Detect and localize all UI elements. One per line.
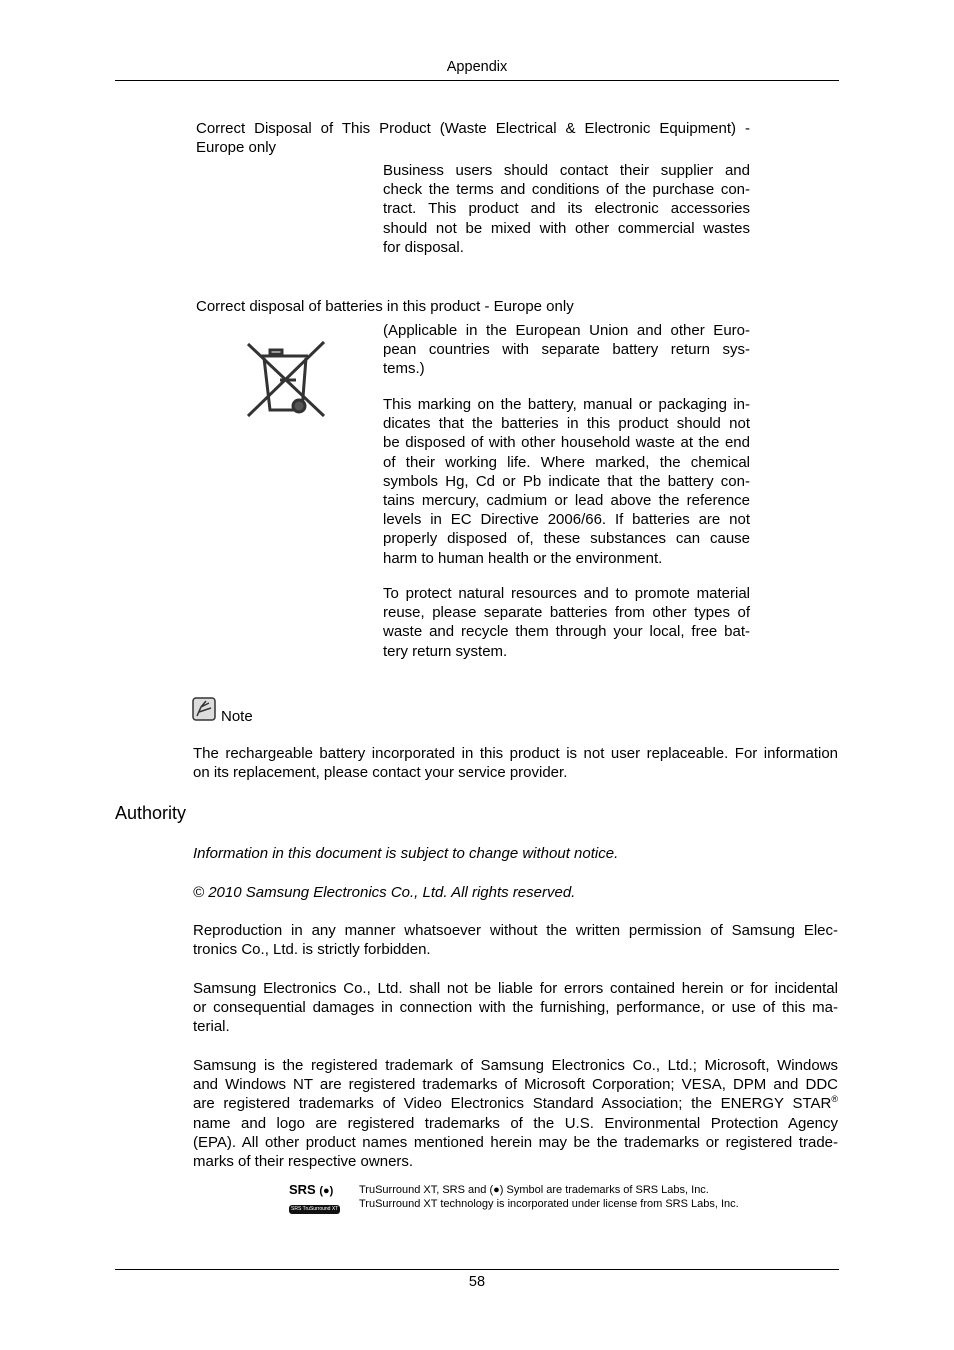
running-header: Appendix [446,59,508,75]
text-line [383,321,750,340]
text-line [196,138,750,157]
text-line-content: on its replacement, please contact your service provider. [193,764,568,782]
note-label: Note [221,708,253,725]
text-line [383,622,750,641]
text-line-content: name and logo are registered trademarks of the U.S. Environmental Protection Agency [193,1114,838,1132]
text-line-content: pean countries with separate battery return sys- [383,341,750,359]
text-line-content: This marking on the battery, manual or packaging in- [383,396,750,413]
srs-logo [289,1183,351,1211]
text-line [383,453,750,472]
reproduction-paragraph [193,921,838,959]
text-line [193,940,838,959]
text-line-content: terial. [193,1018,230,1036]
text-line-content: check the terms and conditions of the purchase con- [383,181,750,199]
text-line-content: properly disposed of, these substances can cause [383,530,750,548]
text-line [193,1017,838,1036]
crossed-bin-icon [244,338,328,420]
weee-paragraph [383,161,750,257]
text-line [383,199,750,218]
text-line [383,603,750,622]
text-line-content: Samsung Electronics Co., Ltd. shall not be liable for errors contained herein or for incidental [193,980,838,997]
text-line [383,219,750,238]
header-rule [115,80,839,81]
text-line-content: reuse, please separate batteries from other types of [383,604,750,622]
text-line [193,763,838,782]
liability-paragraph [193,979,838,1037]
text-line [383,161,750,180]
text-line [196,119,750,138]
text-line [383,584,750,603]
text-line [193,921,838,940]
text-line-content: tronics Co., Ltd. is strictly forbidden. [193,941,431,959]
text-line-content: tains mercury, cadmium or lead above the reference [383,492,750,510]
text-line [383,433,750,452]
text-line-content: (Applicable in the European Union and other Euro- [383,322,750,339]
batteries-heading: Correct disposal of batteries in this product - Europe only [196,298,574,315]
text-line-content: should not be mixed with other commercial wastes [383,219,750,237]
text-line-content: The rechargeable battery incorporated in this product is not user replaceable. For information [193,745,838,762]
text-line-content: and Windows NT are registered trademarks of Microsoft Corporation; VESA, DPM and DDC [193,1076,838,1094]
text-line-content: harm to human health or the environment. [383,549,663,567]
text-line [383,642,750,661]
note-icon [192,697,216,721]
text-line-content: (EPA). All other product names mentioned herein may be the trademarks or registered trade- [193,1133,838,1151]
text-line-content: are registered trademarks of Video Electronics Standard Association; the ENERGY STAR [193,1095,832,1113]
text-line [383,395,750,414]
disclaimer-notice: Information in this document is subject to change without notice. [193,845,619,862]
text-line-content: of their working life. Where marked, the chemical [383,453,750,471]
text-line-content: marks of their respective owners. [193,1153,414,1171]
weee-heading [196,119,750,157]
text-line [383,529,750,548]
authority-heading: Authority [115,803,187,823]
batteries-marking-paragraph [383,395,750,568]
text-line [383,510,750,529]
srs-trademark-text: TruSurround XT, SRS and (●) Symbol are trademarks of SRS Labs, Inc. TruSurround XT technology is incorporated under license from SRS Labs, Inc. [359,1184,739,1210]
text-line [193,1133,838,1152]
text-line [383,414,750,433]
text-line [193,1056,838,1075]
text-line [193,1075,838,1094]
text-line-content: Europe only [196,139,277,156]
footer-rule [115,1269,839,1270]
batteries-applicability [383,321,750,379]
copyright-notice: © 2010 Samsung Electronics Co., Ltd. All rights reserved. [193,884,576,901]
text-line-content: for disposal. [383,238,464,256]
trademark-paragraph [193,1056,838,1171]
text-line [383,472,750,491]
registered-mark: ® [831,1094,838,1105]
batteries-recycle-paragraph [383,584,750,661]
text-line-content: To protect natural resources and to promote material [383,585,750,602]
text-line [383,180,750,199]
srs-logo-subtext: SRS TruSurround XT [291,1206,339,1212]
text-line [193,1114,838,1133]
text-line-content: Reproduction in any manner whatsoever without the written permission of Samsung Elec- [193,922,838,939]
text-line [383,340,750,359]
text-line-content: or consequential damages in connection with the furnishing, performance, or use of this ma- [193,999,838,1017]
text-line [383,549,750,568]
text-line-content: tems.) [383,360,425,378]
text-line [383,238,750,257]
note-text [193,744,838,782]
text-line-content: tract. This product and its electronic accessories [383,200,750,218]
srs-logo-text: SRS (●) [289,1182,334,1197]
text-line-content: levels in EC Directive 2006/66. If batteries are not [383,511,750,529]
text-line [193,744,838,763]
text-line [193,1094,838,1113]
text-line [383,491,750,510]
text-line-content: Business users should contact their supplier and [383,162,750,179]
text-line [383,359,750,378]
srs-symbol-icon: (●) [489,1184,504,1196]
text-line-content: dicates that the batteries in this product should not [383,415,750,433]
text-line [193,1152,838,1171]
page-number: 58 [468,1274,486,1290]
text-line [193,998,838,1017]
text-line-content: tery return system. [383,642,508,660]
text-line-content: be disposed of with other household waste at the end [383,434,750,452]
text-line-content: Samsung is the registered trademark of Samsung Electronics Co., Ltd.; Microsoft, Windows [193,1057,838,1074]
text-line-content: waste and recycle them through your local, free bat- [383,623,750,641]
text-line-content: Correct Disposal of This Product (Waste Electrical & Electronic Equipment) - [196,120,750,137]
text-line-content: symbols Hg, Cd or Pb indicate that the battery con- [383,472,750,490]
text-line [193,979,838,998]
